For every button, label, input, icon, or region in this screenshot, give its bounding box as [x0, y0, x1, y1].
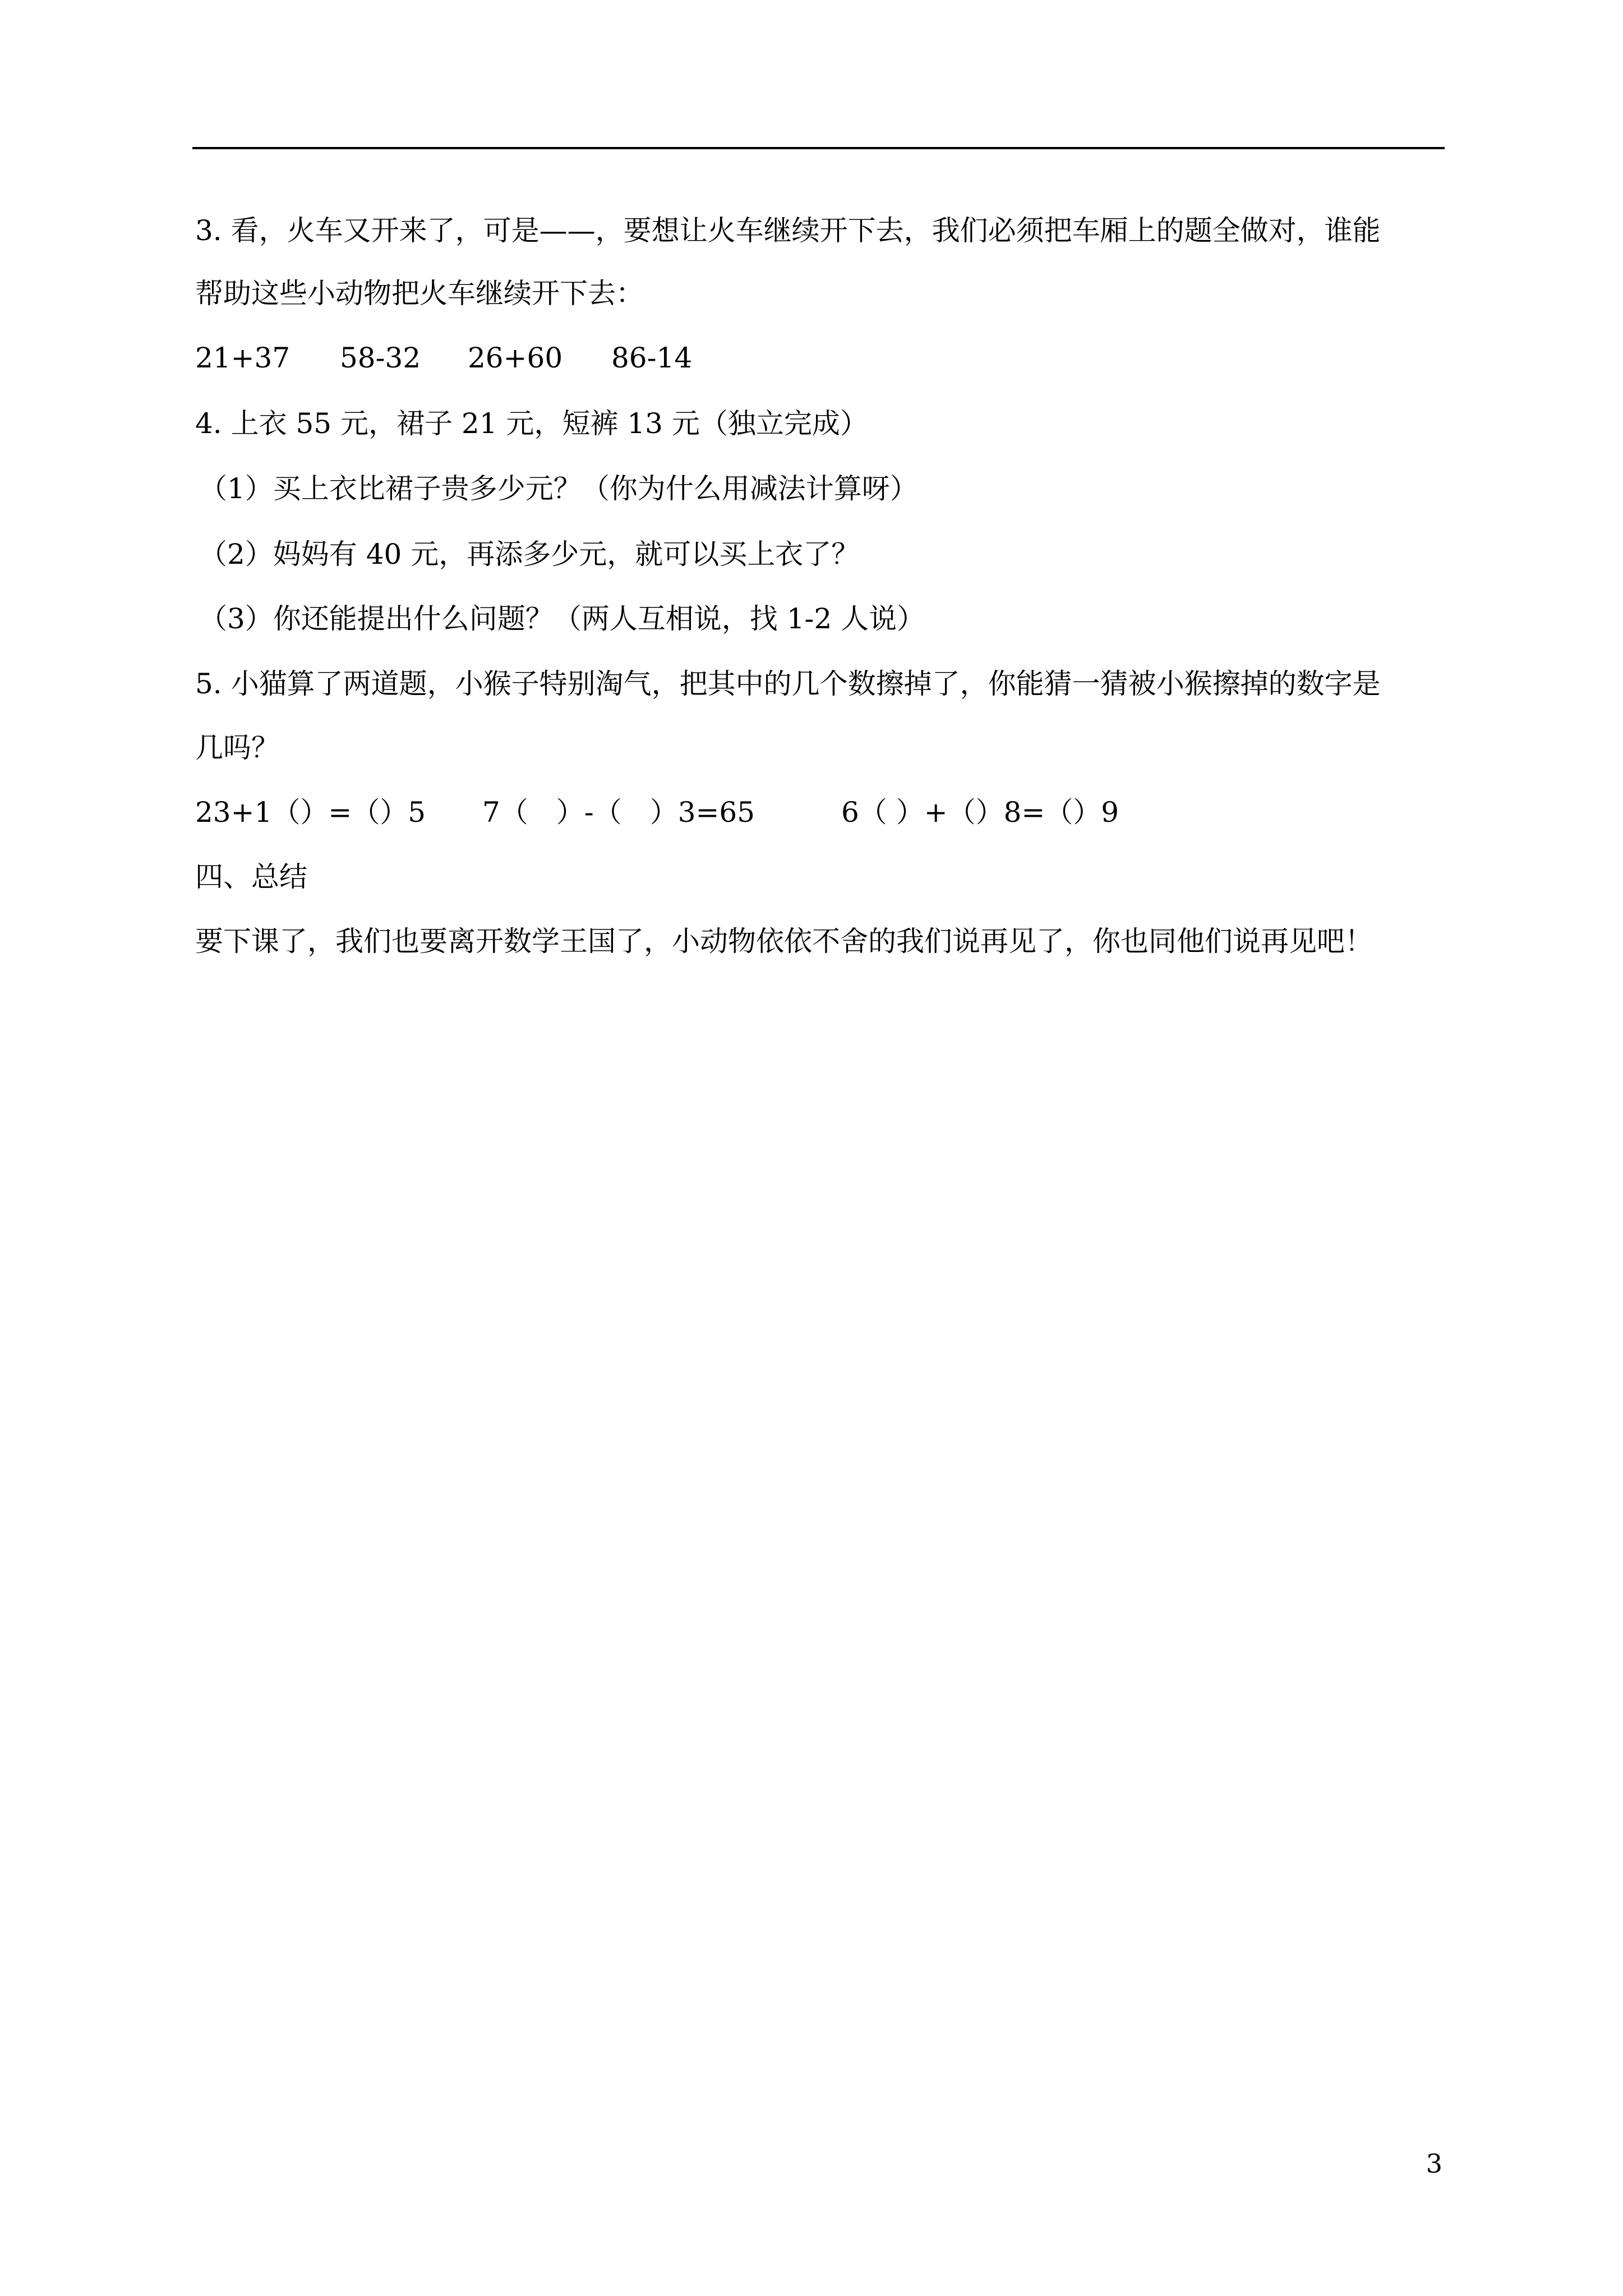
q4-title: 4. 上衣 55 元，裙子 21 元，短裤 13 元（独立完成） — [195, 407, 868, 440]
q4-sub1: （1）买上衣比裙子贵多少元？（你为什么用减法计算呀） — [199, 472, 918, 505]
q4-sub2: （2）妈妈有 40 元，再添多少元，就可以买上衣了？ — [199, 538, 860, 570]
page-number: 3 — [1426, 2148, 1442, 2179]
q5-equation-3: 6（ ）+（）8=（）9 — [841, 796, 1119, 829]
q4-sub3: （3）你还能提出什么问题？（两人互相说，找 1-2 人说） — [199, 602, 925, 635]
q3-text-line2: 帮助这些小动物把火车继续开下去： — [195, 277, 644, 310]
q5-text-line1: 5. 小猫算了两道题，小猴子特别淘气，把其中的几个数擦掉了，你能猜一猜被小猴擦掉的数字是 — [195, 668, 1381, 700]
q5-text-line2: 几吗？ — [195, 731, 279, 764]
q3-equation-1: 21+37 — [195, 342, 291, 374]
q3-text-line1: 3. 看，火车又开来了，可是——，要想让火车继续开下去，我们必须把车厢上的题全做对，谁能 — [195, 214, 1381, 247]
q3-equation-4: 86-14 — [611, 342, 693, 374]
q3-equation-2: 58-32 — [340, 342, 421, 374]
summary-heading: 四、总结 — [195, 861, 307, 893]
q5-equation-1: 23+1（）=（）5 — [195, 796, 426, 829]
q3-equation-3: 26+60 — [468, 342, 563, 374]
q5-equation-2: 7（ ）-（ ）3=65 — [482, 796, 755, 829]
header-rule — [192, 147, 1445, 149]
summary-text: 要下课了，我们也要离开数学王国了，小动物依依不舍的我们说再见了，你也同他们说再见吧！ — [195, 925, 1373, 958]
